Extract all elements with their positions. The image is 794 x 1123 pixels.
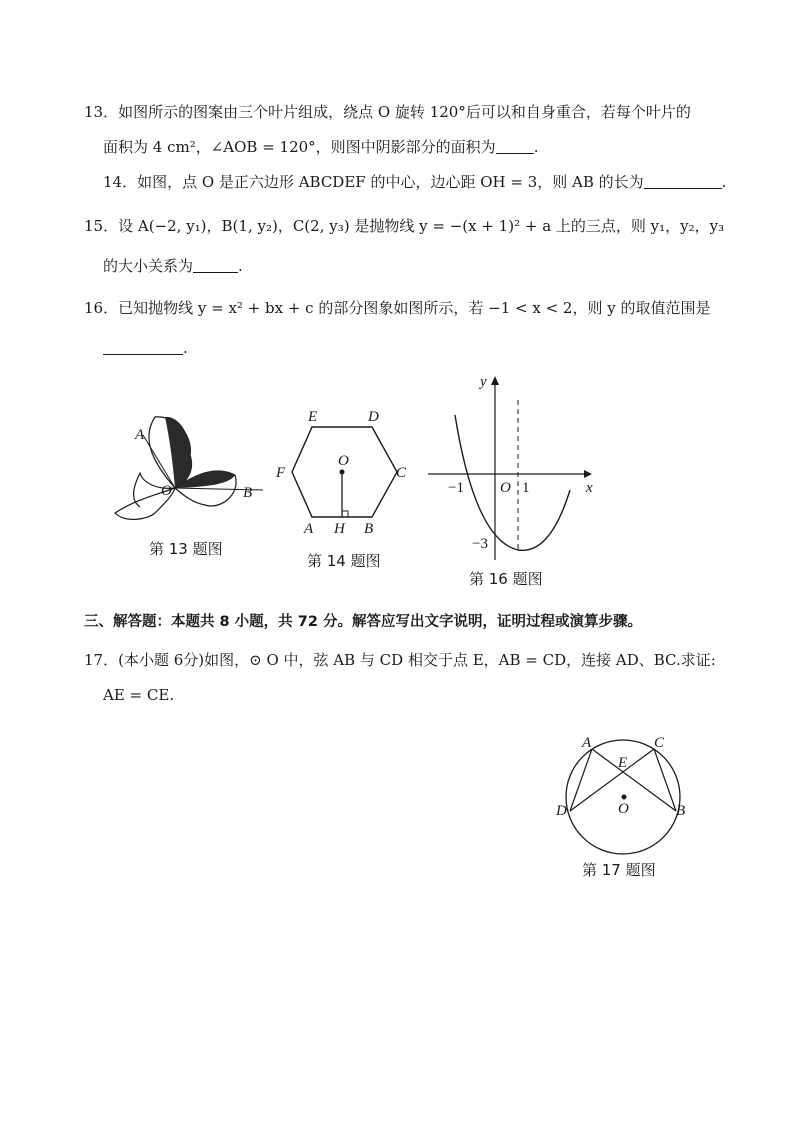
figure-14 [272, 405, 412, 545]
q17-line1 [84, 650, 716, 670]
fig16-label-x: x [586, 480, 593, 496]
q17-number: 17． [84, 651, 119, 669]
fig16-label-neg3: −3 [472, 536, 488, 552]
fig14-label-B: B [364, 521, 374, 537]
fig17-chord-AB [592, 749, 676, 811]
fig14-right-angle-mark [342, 511, 348, 517]
q13-text-1: 如图所示的图案由三个叶片组成，绕点 O 旋转 120°后可以和自身重合，若每个叶片的 [118, 103, 691, 121]
q14-number: 14． [103, 173, 138, 191]
q14-text: 如图，点 O 是正六边形 ABCDEF 的中心，边心距 OH = 3，则 AB 的长为 [137, 173, 644, 191]
fig14-label-A: A [304, 521, 314, 537]
q16-number: 16． [84, 299, 119, 317]
fig16-y-arrow [491, 376, 499, 385]
fig16-label-neg1: −1 [448, 480, 464, 496]
fig14-label-H: H [334, 521, 345, 537]
fig17-label-B: B [676, 803, 686, 819]
q13-answer-blank[interactable] [496, 138, 534, 154]
fig16-label-one: 1 [522, 480, 530, 496]
q14-answer-blank[interactable] [644, 173, 722, 189]
q13-line1 [84, 102, 691, 122]
q15-text-1: 设 A(−2, y₁)，B(1, y₂)，C(2, y₃) 是抛物线 y = −(x + 1)² + a 上的三点，则 y₁，y₂，y₃ [118, 217, 725, 235]
fig17-label-E: E [618, 755, 628, 771]
figure-17 [548, 735, 698, 855]
q14-line [103, 172, 726, 192]
fig16-label-O: O [500, 480, 511, 496]
q15-answer-blank[interactable] [193, 257, 238, 273]
fig17-chord-CD [570, 749, 654, 811]
q16-end: . [183, 339, 188, 357]
figure-16 [420, 370, 610, 560]
q17-line2 [103, 685, 174, 705]
fig13-label-O: O [161, 483, 172, 499]
figure-13 [95, 395, 275, 535]
fig16-x-arrow [584, 470, 592, 478]
q14-end: . [721, 173, 727, 191]
fig14-caption: 第 14 题图 [307, 552, 381, 570]
q13-number: 13． [84, 103, 119, 121]
q16-answer-blank[interactable] [103, 339, 183, 355]
fig17-label-A: A [582, 735, 592, 751]
fig14-label-F: F [276, 465, 286, 481]
fig13-label-A: A [135, 427, 145, 443]
q16-text-1: 已知抛物线 y = x² + bx + c 的部分图象如图所示，若 −1 < x < 2，则 y 的取值范围是 [118, 299, 711, 317]
q13-end: . [533, 138, 539, 156]
fig14-label-C: C [396, 465, 407, 481]
fig17-label-O: O [618, 801, 629, 817]
fig16-label-y: y [480, 374, 487, 390]
fig17-center-O [622, 795, 627, 800]
fig17-label-D: D [556, 803, 567, 819]
q15-line1 [84, 216, 724, 236]
fig13-caption: 第 13 题图 [149, 540, 223, 558]
q13-line2 [103, 137, 538, 157]
q15-number: 15． [84, 217, 119, 235]
fig14-label-D: D [368, 409, 379, 425]
fig14-label-E: E [308, 409, 318, 425]
fig14-label-O: O [338, 453, 349, 469]
q15-text-2: 的大小关系为 [103, 257, 194, 275]
fig16-parabola [455, 415, 570, 550]
q16-line1 [84, 298, 710, 318]
q15-end: . [238, 257, 243, 275]
q15-line2 [103, 256, 243, 276]
q17-text-1: (本小题 6分)如图，⊙ O 中，弦 AB 与 CD 相交于点 E，AB = CD，连接 AD、BC.求证: [118, 651, 716, 669]
q17-text-2: AE = CE. [103, 686, 175, 704]
fig17-caption: 第 17 题图 [582, 861, 656, 879]
fig13-label-B: B [243, 485, 253, 501]
fig17-label-C: C [654, 735, 665, 751]
q16-line2 [103, 338, 188, 358]
q13-text-2: 面积为 4 cm²，∠AOB = 120°，则图中阴影部分的面积为 [103, 138, 496, 156]
fig16-caption: 第 16 题图 [469, 570, 543, 588]
section-3-heading: 三、解答题：本题共 8 小题，共 72 分。解答应写出文字说明，证明过程或演算步骤。 [84, 614, 642, 630]
